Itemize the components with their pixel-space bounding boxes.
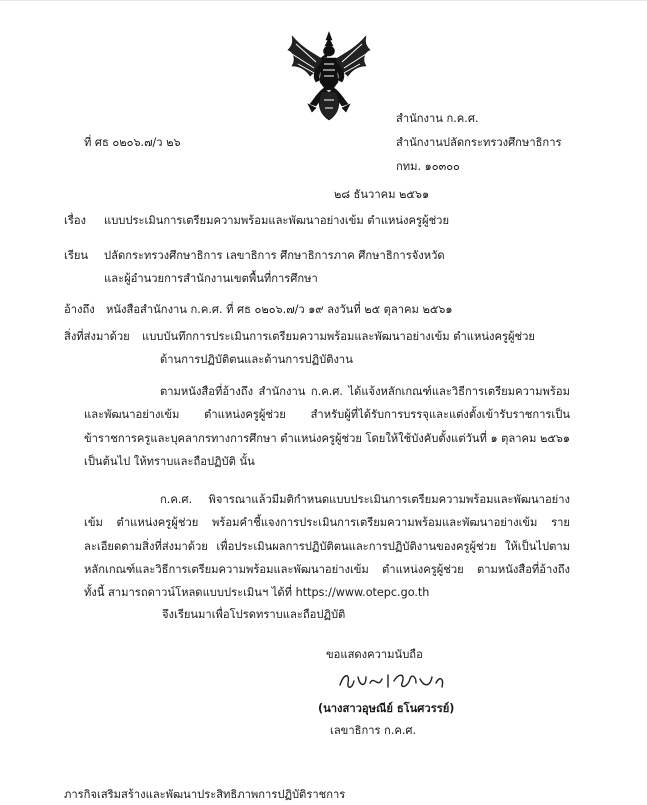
to-label: เรียน bbox=[64, 249, 89, 262]
paragraph-1: ตามหนังสือที่อ้างถึง สำนักงาน ก.ค.ศ. ได้แจ้งหลักเกณฑ์และวิธีการเตรียมความพร้อมและพัฒนาอย่างเข้ม ตำแหน่งครูผู้ช่วย สำหรับผู้ที่ได้รับการบรรจุและแต่งตั้งเข้ารับราชการเป็นข้าราชการครูและบุคลากรทางการศึกษา ตำแหน่งครูผู้ช่วย โดยให้ใช้บังคับตั้งแต่วันที่ ๑ ตุลาคม ๒๕๖๑ เป็นต้นไป ให้ทราบและถือปฏิบัติ นั้น bbox=[84, 385, 570, 468]
garuda-emblem-icon bbox=[286, 30, 372, 122]
reference-label: อ้างถึง bbox=[64, 303, 95, 316]
closing-request: จึงเรียนมาเพื่อโปรดทราบและถือปฏิบัติ bbox=[162, 608, 346, 621]
reference-number: ที่ ศธ ๐๒๐๖.๗/ว ๒๖ bbox=[84, 136, 181, 149]
reference-text: หนังสือสำนักงาน ก.ค.ศ. ที่ ศธ ๐๒๐๖.๗/ว ๑๙ ลงวันที่ ๒๕ ตุลาคม ๒๕๖๑ bbox=[106, 303, 453, 316]
to-line-1: ปลัดกระทรวงศึกษาธิการ เลขาธิการ ศึกษาธิการภาค ศึกษาธิการจังหวัด bbox=[104, 249, 445, 262]
office-postal: กทม. ๑๐๓๐๐ bbox=[396, 160, 460, 173]
closing-salutation: ขอแสดงความนับถือ bbox=[326, 648, 423, 661]
subject-text: แบบประเมินการเตรียมความพร้อมและพัฒนาอย่างเข้ม ตำแหน่งครูผู้ช่วย bbox=[104, 214, 449, 227]
office-line-1: สำนักงาน ก.ค.ศ. bbox=[396, 112, 479, 125]
footer-unit: ภารกิจเสริมสร้างและพัฒนาประสิทธิภาพการปฏิบัติราชการ bbox=[64, 788, 346, 801]
enclosure-line-1: แบบบันทึกการประเมินการเตรียมความพร้อมและพัฒนาอย่างเข้ม ตำแหน่งครูผู้ช่วย bbox=[142, 330, 535, 343]
handwritten-signature bbox=[336, 669, 448, 693]
office-line-2: สำนักงานปลัดกระทรวงศึกษาธิการ bbox=[396, 136, 562, 149]
signer-name: (นางสาวอุษณีย์ ธโนศวรรย์) bbox=[318, 702, 455, 715]
paragraph-2: ก.ค.ศ. พิจารณาแล้วมีมติกำหนดแบบประเมินการเตรียมความพร้อมและพัฒนาอย่างเข้ม ตำแหน่งครูผู้ช่วย พร้อมคำชี้แจงการประเมินการเตรียมความพร้อมและพัฒนาอย่างเข้ม รายละเอียดตามสิ่งที่ส่งมาด้วย เพื่อประเมินผลการปฏิบัติตนและการปฏิบัติงานของครูผู้ช่วย ให้เป็นไปตามหลักเกณฑ์และวิธีการเตรียมความพร้อมและพัฒนาอย่างเข้ม ตำแหน่งครูผู้ช่วย ตามหนังสือที่อ้างถึง ทั้งนี้ สามารถดาวน์โหลดแบบประเมินฯ ได้ที่ https://www.otepc.go.th bbox=[84, 493, 570, 600]
top-edge bbox=[0, 0, 647, 1]
signer-title: เลขาธิการ ก.ค.ศ. bbox=[330, 724, 417, 737]
letter-date: ๒๘ ธันวาคม ๒๕๖๑ bbox=[334, 188, 430, 201]
enclosure-label: สิ่งที่ส่งมาด้วย bbox=[64, 330, 130, 343]
subject-label: เรื่อง bbox=[64, 214, 87, 227]
enclosure-line-2: ด้านการปฏิบัติตนและด้านการปฏิบัติงาน bbox=[160, 353, 353, 366]
to-line-2: และผู้อำนวยการสำนักงานเขตพื้นที่การศึกษา bbox=[104, 272, 318, 285]
